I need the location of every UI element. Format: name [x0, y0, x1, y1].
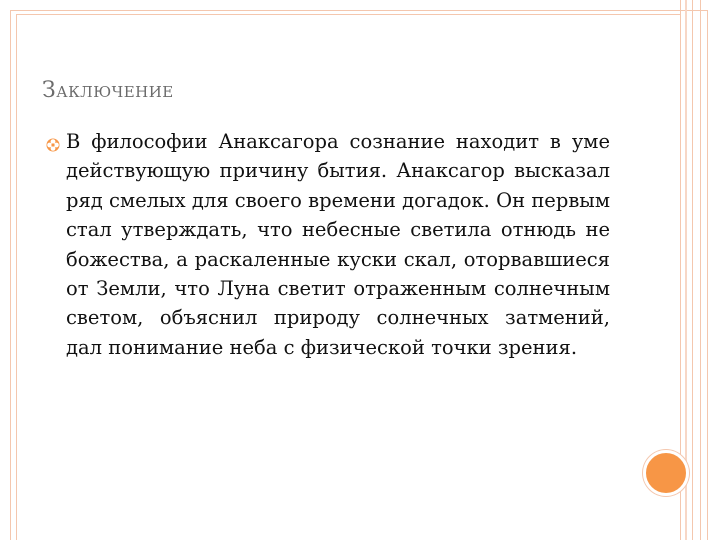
- flower-bullet-icon: [46, 138, 60, 152]
- border-line: [692, 0, 693, 540]
- slide-paragraph: В философии Анаксагора сознание находит в уме действующую причину бытия. Анаксагор высказал ряд смелых для своего времени догадок. Он первым стал утверждать, что небесные светила отнюдь не божества, а раскаленные куски скал, оторвавшиеся от Земли, что Луна светит отраженным солнечным светом, объяснил природу солнечных затмений, дал понимание неба с физической точки зрения.: [66, 130, 610, 359]
- border-line: [700, 0, 701, 540]
- orange-circle-icon: [643, 450, 689, 496]
- border-line: [685, 0, 687, 540]
- slide-title: Заключение: [42, 78, 174, 103]
